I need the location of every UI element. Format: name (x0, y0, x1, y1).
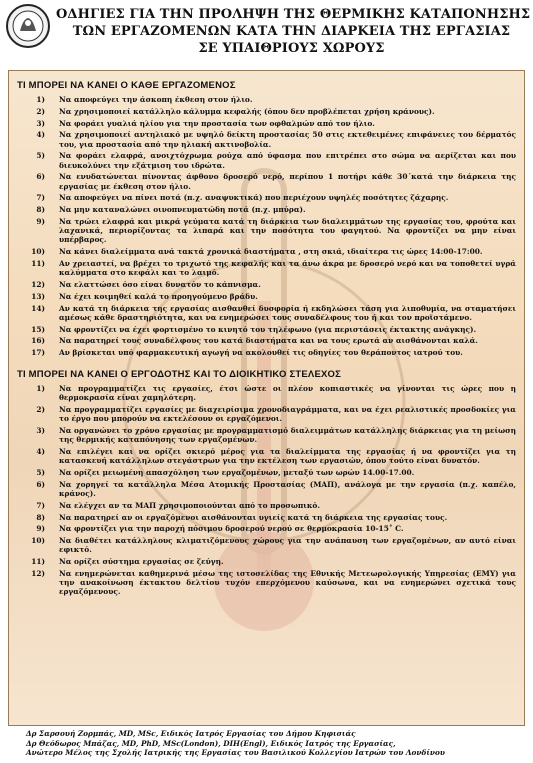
item-number: 2) (36, 404, 45, 414)
list-item (9, 557, 524, 566)
item-number: 9) (36, 216, 45, 226)
list-item (9, 325, 524, 334)
item-text: Να φροντίζει για την παροχή πόσιμου δροσερού νερού σε θερμοκρασία 10-15˚ C. (59, 524, 404, 534)
item-text: Να ενημερώνεται καθημερινά μέσω της ιστοσελίδας της Εθνικής Μετεωρολογικής Υπηρεσίας (ΕΜΥ) για την ανακοίνωση έκτακτου δελτίου τυχόν επερχόμενου καύσωνα, και να ενημερώνει σχετικά τους εργαζόμενους. (59, 568, 516, 597)
list-item (9, 292, 524, 301)
item-number: 5) (36, 151, 45, 161)
item-text: Να αποφεύγει την άσκοπη έκθεση στον ήλιο. (59, 95, 253, 104)
list-item (9, 536, 524, 554)
item-text: Να ορίζει σύστημα εργασίας σε ζεύγη. (59, 557, 224, 567)
list-item (9, 447, 524, 465)
list-item (9, 130, 524, 148)
item-number: 7) (36, 500, 45, 510)
item-number: 6) (36, 172, 45, 182)
item-number: 8) (36, 512, 45, 522)
list-item (9, 304, 524, 322)
title-line: ΤΩΝ ΕΡΓΑΖΟΜΕΝΩΝ ΚΑΤΑ ΤΗΝ ΔΙΑΡΚΕΙΑ ΤΗΣ ΕΡΓΑΣΙΑΣ (72, 24, 511, 39)
list-item (9, 384, 524, 402)
section-heading: ΤΙ ΜΠΟΡΕΙ ΝΑ ΚΑΝΕΙ Ο ΚΑΘΕ ΕΡΓΑΖΟΜΕΝΟΣ (17, 80, 236, 91)
item-text: Αν βρίσκεται υπό φαρμακευτική αγωγή να ακολουθεί τις οδηγίες του θεράποντος ιατρού του. (59, 348, 463, 358)
item-text: Αν χρειαστεί, να βρέχει το τριχωτό της κεφαλής και τα άνω άκρα με δροσερό νερό και να τοποθετεί υγρά καλύμματα στο κεφάλι και το λαιμό. (59, 258, 516, 278)
item-text: Να αποφεύγει να πίνει ποτά (π.χ. αναψυκτικά) που περιέχουν υψηλές ποσότητες ζάχαρης. (59, 193, 449, 203)
item-text: Να φοράει ελαφρά, ανοιχτόχρωμα ρούχα από ύφασμα που επιτρέπει στο σώμα να αερίζεται και που διευκολύνει την εξάτμιση του ιδρώτα. (59, 151, 516, 170)
document-title (56, 6, 531, 57)
section-heading: ΤΙ ΜΠΟΡΕΙ ΝΑ ΚΑΝΕΙ Ο ΕΡΓΟΔΟΤΗΣ ΚΑΙ ΤΟ ΔΙΟΙΚΗΤΙΚΟ ΣΤΕΛΕΧΟΣ (17, 368, 342, 380)
item-text: Να ελέγχει αν τα ΜΑΠ χρησιμοποιούνται από το προσωπικό. (59, 500, 320, 510)
item-number: 14) (31, 303, 45, 313)
item-text: Να προγραμματίζει εργασίες με διαχειρίσιμα χρονοδιαγράμματα, και να έχει ρεαλιστικές προσδοκίες για το έργο που μπορούν να εκτελέσουν οι εργαζόμενοι. (59, 404, 516, 424)
item-text: Να ελαττώσει όσο είναι δυνατόν το κάπνισμα. (59, 279, 261, 289)
item-number: 5) (36, 467, 45, 477)
item-number: 3) (36, 425, 45, 435)
item-number: 4) (36, 130, 45, 140)
item-text: Αν κατά τη διάρκεια της εργασίας αισθανθεί δυσφορία ή εκδηλώσει τάση για λιποθυμία, να σταματήσει αμέσως κάθε δραστηριότητα, και να ενημερώσει τους συναδέλφους του ή και τον προϊστάμενο. (59, 303, 516, 322)
list-item (9, 247, 524, 256)
list-item (9, 205, 524, 214)
item-number: 12) (31, 279, 45, 289)
employee-list (9, 95, 524, 357)
item-number: 11) (31, 557, 45, 567)
list-item (9, 513, 524, 522)
signature-line: Δρ Σαρσουή Ζορμπάς, MD, MSc, Ειδικός Ιατρός Εργασίας του Δήμου Κηφισιάς (26, 729, 356, 738)
list-item (9, 426, 524, 444)
item-text: Να φοράει γυαλιά ηλίου για την προστασία των οφθαλμών από τον ήλιο. (59, 118, 375, 128)
employer-list (9, 384, 524, 597)
item-text: Να χρησιμοποιεί αντηλιακό με υψηλό δείκτη προστασίας 50 στις εκτεθειμένες επιφάνειες του δέρματός του, για προστασία από την ηλιακή ακτινοβολία. (59, 130, 516, 149)
item-number: 2) (36, 106, 45, 116)
item-number: 10) (31, 247, 45, 257)
item-number: 1) (36, 383, 45, 393)
title-line: ΟΔΗΓΙΕΣ ΓΙΑ ΤΗΝ ΠΡΟΛΗΨΗ ΤΗΣ ΘΕΡΜΙΚΗΣ ΚΑΤΑΠΟΝΗΣΗΣ (56, 7, 531, 22)
item-number: 9) (36, 524, 45, 534)
list-item (9, 348, 524, 357)
list-item (9, 524, 524, 533)
item-text: Να κάνει διαλείμματα ανά τακτά χρονικά διαστήματα , στη σκιά, ιδιαίτερα τις ώρες 14:00-17:00. (59, 247, 483, 257)
list-item (9, 151, 524, 169)
item-number: 11) (31, 258, 45, 268)
item-number: 16) (31, 336, 45, 346)
signatures-block (26, 729, 527, 758)
item-number: 10) (31, 536, 45, 546)
list-item (9, 336, 524, 345)
item-number: 6) (36, 479, 45, 489)
signature-line: Δρ Θεόδωρος Μπάζας, MD, PhD, MSc(London), DIH(Engl), Ειδικός Ιατρός της Εργασίας, (26, 738, 396, 748)
item-text: Να παρατηρεί αν οι εργαζόμενοι αισθάνονται υγιείς κατά τη διάρκεια της εργασίας τους. (59, 512, 448, 522)
list-item (9, 405, 524, 423)
seal-emblem-icon (6, 4, 50, 48)
title-line: ΣΕ ΥΠΑΙΘΡΙΟΥΣ ΧΩΡΟΥΣ (198, 41, 385, 56)
list-item (9, 107, 524, 116)
item-text: Να οργανώνει το χρόνο εργασίας με προγραμματισμό διαλειμμάτων κατάλληλης διάρκειας για τη μείωση της θερμικής καταπόνησης των εργαζομένων. (59, 425, 516, 445)
list-item (9, 172, 524, 190)
list-item (9, 501, 524, 510)
list-item (9, 280, 524, 289)
item-text: Να έχει κοιμηθεί καλά το προηγούμενο βράδυ. (59, 291, 258, 301)
list-item (9, 119, 524, 128)
list-item (9, 569, 524, 597)
item-text: Να φροντίζει να έχει φορτισμένο το κινητό του τηλέφωνο (για περιστάσεις έκτακτης ανάγκης). (59, 324, 477, 334)
item-text: Να διαθέτει κατάλληλους κλιματιζόμενους χώρους για την ανάπαυση των εργαζομένων, αν αυτό είναι εφικτό. (59, 536, 516, 555)
item-text: Να προγραμματίζει τις εργασίες, έτσι ώστε οι πλέον κοπιαστικές να γίνονται τις ώρες που η θερμοκρασία είναι χαμηλότερη. (59, 383, 516, 403)
content-panel (8, 70, 525, 726)
item-number: 13) (31, 291, 45, 301)
item-number: 3) (36, 118, 45, 128)
item-number: 12) (31, 568, 45, 578)
item-number: 4) (36, 446, 45, 456)
item-text: Να μην καταναλώνει οινοπνευματώδη ποτά (π.χ. μπύρα). (59, 205, 306, 215)
list-item (9, 468, 524, 477)
item-text: Να χρησιμοποιεί κατάλληλο κάλυμμα κεφαλής (όπου δεν προβλέπεται χρήση κράνους). (59, 106, 435, 116)
item-number: 17) (31, 348, 45, 358)
list-item (9, 95, 524, 104)
list-item (9, 193, 524, 202)
item-number: 7) (36, 193, 45, 203)
item-number: 8) (36, 205, 45, 215)
employee-section (9, 71, 524, 357)
item-text: Να ορίζει μειωμένη απασχόληση των εργαζομένων, μεταξύ των ωρών 14.00-17.00. (59, 467, 415, 477)
item-number: 1) (36, 95, 45, 104)
employer-section (9, 360, 524, 597)
item-number: 15) (31, 324, 45, 334)
item-text: Να παρατηρεί τους συναδέλφους του κατά διαστήματα και να τους ερωτά αν αισθάνονται καλά. (59, 336, 478, 346)
list-item (9, 259, 524, 277)
item-text: Να επιλέγει και να ορίζει σκιερό μέρος για τα διαλείμματα της εργασίας ή να φροντίζει για τη κατασκευή κατάλληλων στεγάστρων για την εκτέλεση των εργασιών, όπου τούτο είναι δυνατόν. (59, 446, 516, 466)
item-text: Να τρώει ελαφρά και μικρά γεύματα κατά τη διάρκεια των διαλειμμάτων της εργασίας του, φρούτα και λαχανικά, περιορίζοντας τα λιπαρά και την ποσότητα του φαγητού. Να φροντίζει να μην είναι υπέρβαρος. (59, 216, 516, 245)
signature-line: Ανώτερο Μέλος της Σχολής Ιατρικής της Εργασίας του Βασιλικού Κολλεγίου Ιατρών του Λονδίνου (26, 748, 445, 758)
list-item (9, 217, 524, 245)
item-text: Να χορηγεί τα κατάλληλα Μέσα Ατομικής Προστασίας (ΜΑΠ), ανάλογα με την εργασία (π.χ. καπέλο, κράνος). (59, 479, 516, 498)
item-text: Να ενυδατώνεται πίνοντας άφθονο δροσερό νερό, περίπου 1 ποτήρι κάθε 30΄κατά την διάρκεια της εργασίας με έκθεση στον ήλιο. (59, 172, 516, 191)
list-item (9, 480, 524, 498)
